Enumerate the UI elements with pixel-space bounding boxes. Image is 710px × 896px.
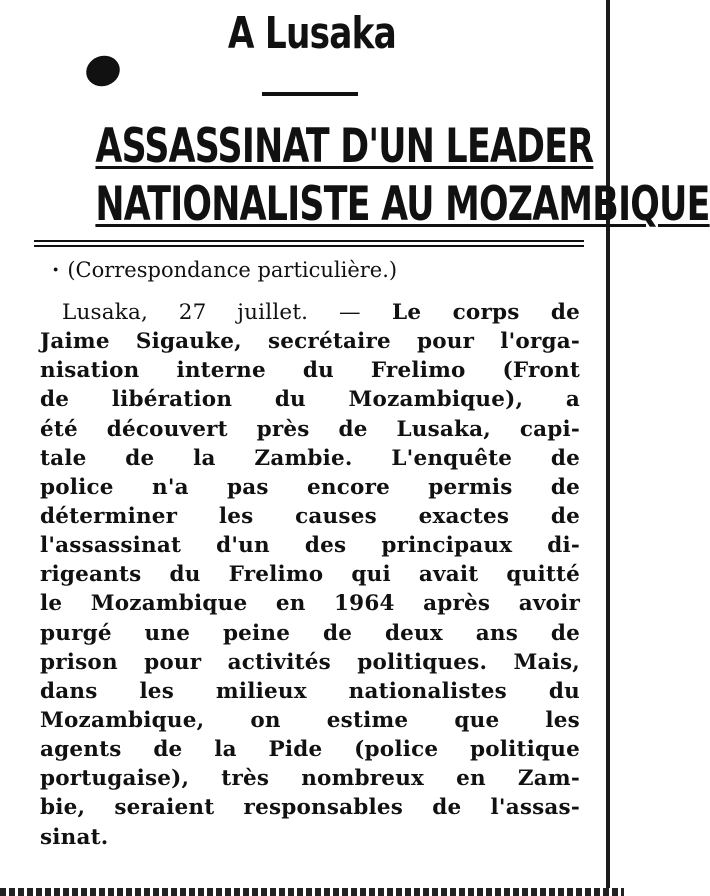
column-rule-right: [606, 0, 610, 896]
kicker-location: A Lusaka: [227, 8, 397, 59]
short-divider: [262, 92, 358, 96]
article-line: police n'a pas encore permis de: [40, 474, 580, 500]
article-line: été découvert près de Lusaka, capi-: [40, 416, 580, 442]
article-line: prison pour activités politiques. Mais,: [40, 649, 580, 675]
article-lead: Lusaka, 27 juillet. —: [62, 300, 361, 325]
article-line: sinat.: [40, 824, 109, 850]
article-line: rigeants du Frelimo qui avait quitté: [40, 562, 580, 588]
article-line: le Mozambique en 1964 après avoir: [40, 591, 580, 617]
dateline-bullet: ·: [52, 257, 60, 282]
article-line: purgé une peine de deux ans de: [40, 620, 580, 646]
correspondence-dateline: [52, 256, 397, 284]
dateline-text: (Correspondance particulière.): [67, 258, 398, 282]
article-line: déterminer les causes exactes de: [40, 503, 580, 529]
article-line: Mozambique, on estime que les: [40, 707, 580, 733]
article-line: nisation interne du Frelimo (Front: [40, 358, 580, 384]
article-line: agents de la Pide (police politique: [40, 737, 580, 763]
article-line: dans les milieux nationalistes du: [40, 678, 580, 704]
article-line: l'assassinat d'un des principaux di-: [40, 533, 580, 559]
headline-line-2: NATIONALISTE AU MOZAMBIQUE: [95, 177, 710, 232]
article-line: bie, seraient responsables de l'assas-: [40, 795, 580, 821]
headline-double-rule: [34, 240, 584, 247]
torn-bottom-edge: [0, 888, 624, 896]
article-body: [40, 298, 580, 852]
article-line: tale de la Zambie. L'enquête de: [40, 445, 580, 471]
headline: [20, 118, 710, 234]
article-line: de libération du Mozambique), a: [40, 387, 580, 413]
article-line: Lusaka, 27 juillet. — Le corps de: [62, 300, 581, 325]
article-line: Jaime Sigauke, secrétaire pour l'orga-: [40, 329, 580, 355]
headline-line-1: ASSASSINAT D'UN LEADER: [95, 119, 594, 174]
article-line: portugaise), très nombreux en Zam-: [40, 766, 580, 792]
